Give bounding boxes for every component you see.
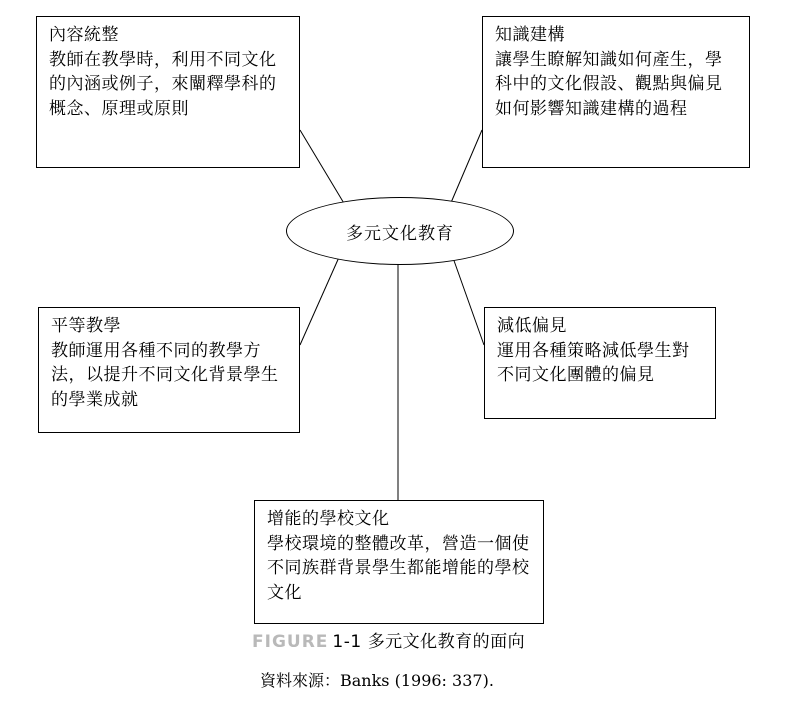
figure-source: 資料來源：Banks (1996: 337).	[260, 671, 494, 690]
node-title: 減低偏見	[497, 316, 567, 336]
figure-number: 1-1	[332, 632, 362, 652]
center-concept-oval	[286, 197, 514, 265]
node-body: 教師運用各種不同的教學方法，以提升不同文化背景學生的學業成就	[51, 340, 279, 410]
node-knowledge-construction	[482, 16, 750, 168]
node-body: 運用各種策略減低學生對不同文化團體的偏見	[497, 340, 690, 386]
node-title: 平等教學	[51, 316, 121, 336]
node-body: 讓學生瞭解知識如何產生，學科中的文化假設、觀點與偏見如何影響知識建構的過程	[495, 49, 723, 119]
node-title: 增能的學校文化	[267, 509, 390, 529]
figure-word: FIGURE	[252, 632, 329, 652]
figure-caption	[252, 627, 525, 652]
node-content-integration	[36, 16, 300, 168]
caption-text: 多元文化教育的面向	[367, 632, 526, 652]
node-body: 學校環境的整體改革，營造一個使不同族群背景學生都能增能的學校文化	[267, 533, 530, 603]
node-equity-pedagogy	[38, 307, 300, 433]
node-title: 內容統整	[49, 25, 119, 45]
center-label: 多元文化教育	[346, 223, 454, 244]
node-title: 知識建構	[495, 25, 565, 45]
node-prejudice-reduction	[484, 307, 716, 419]
node-empowering-school-culture	[254, 500, 544, 624]
node-body: 教師在教學時，利用不同文化的內涵或例子，來闡釋學科的概念、原理或原則	[49, 49, 277, 119]
